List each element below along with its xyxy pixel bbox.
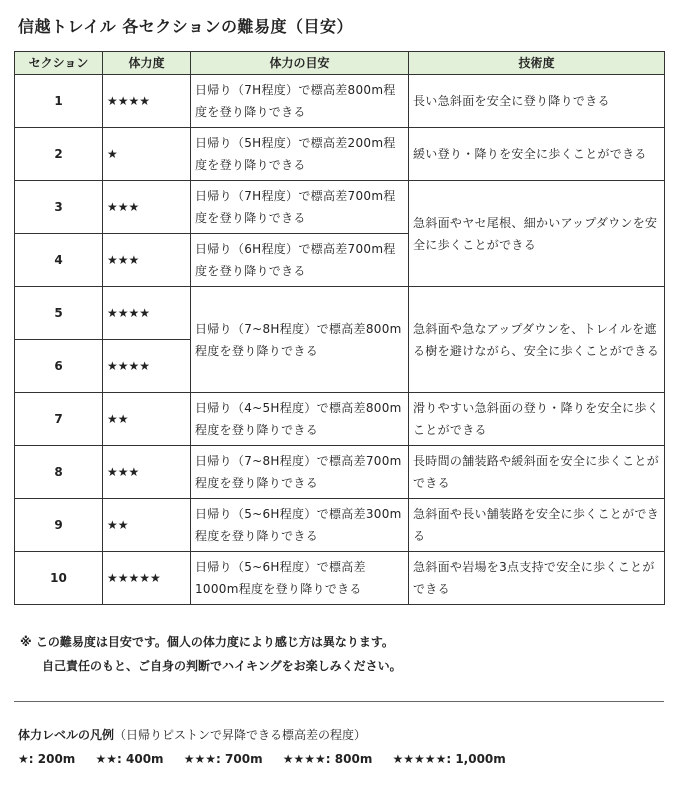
stamina-guide: 日帰り（7~8H程度）で標高差700m程度を登り降りできる [191,446,409,499]
page-title: 信越トレイル 各セクションの難易度（目安） [18,17,353,36]
stamina-stars: ★★★★ [103,75,191,128]
section-number: 2 [15,128,103,181]
skill-description: 急斜面や長い舗装路を安全に歩くことができる [409,499,665,552]
stamina-stars: ★★★★ [103,287,191,340]
disclaimer-note [20,630,402,678]
section-number: 8 [15,446,103,499]
table-row [15,446,665,499]
skill-description: 長時間の舗装路や緩斜面を安全に歩くことができる [409,446,665,499]
disclaimer-line-2: 自己責任のもと、ご自身の判断でハイキングをお楽しみください。 [42,659,402,673]
table-header-row [15,52,665,75]
difficulty-table-container [14,51,664,605]
section-number: 6 [15,340,103,393]
legend-heading [18,726,366,743]
stamina-guide: 日帰り（5~6H程度）で標高差1000m程度を登り降りできる [191,552,409,605]
stamina-guide: 日帰り（7H程度）で標高差700m程度を登り降りできる [191,181,409,234]
stamina-guide: 日帰り（4~5H程度）で標高差800m程度を登り降りできる [191,393,409,446]
section-number: 10 [15,552,103,605]
table-row [15,181,665,234]
header-stamina-guide: 体力の目安 [191,52,409,75]
stamina-stars: ★★ [103,393,191,446]
skill-description: 急斜面や急なアップダウンを、トレイルを遮る樹を避けながら、安全に歩くことができる [409,287,665,393]
stamina-guide: 日帰り（7H程度）で標高差800m程度を登り降りできる [191,75,409,128]
difficulty-table [14,51,665,605]
legend-item: ★★★★: 800m [282,752,373,766]
skill-description: 急斜面や岩場を3点支持で安全に歩くことができる [409,552,665,605]
header-skill-level: 技術度 [409,52,665,75]
legend-title: 体力レベルの凡例 [18,728,115,742]
legend-stars: ★ [18,752,29,766]
skill-description: 長い急斜面を安全に登り降りできる [409,75,665,128]
section-divider [14,701,664,702]
table-row [15,393,665,446]
stamina-guide: 日帰り（5H程度）で標高差200m程度を登り降りできる [191,128,409,181]
legend-items [18,752,522,766]
legend-item: ★★★★★: 1,000m [392,752,506,766]
section-number: 1 [15,75,103,128]
table-row [15,287,665,340]
section-number: 3 [15,181,103,234]
legend-value: 700m [225,752,263,766]
table-row [15,499,665,552]
legend-subtitle: （日帰りピストンで昇降できる標高差の程度） [114,728,367,742]
stamina-stars: ★★★★★ [103,552,191,605]
legend-item: ★★: 400m [95,752,164,766]
stamina-guide: 日帰り（6H程度）で標高差700m程度を登り降りできる [191,234,409,287]
legend-value: 1,000m [455,752,506,766]
table-row [15,75,665,128]
legend-value: 400m [126,752,164,766]
legend-stars: ★★★★ [282,752,326,766]
stamina-stars: ★★★ [103,181,191,234]
legend-item: ★: 200m [18,752,76,766]
legend-stars: ★★★★★ [392,752,447,766]
section-number: 5 [15,287,103,340]
section-number: 7 [15,393,103,446]
skill-description: 緩い登り・降りを安全に歩くことができる [409,128,665,181]
stamina-stars: ★★★★ [103,340,191,393]
legend-value: 800m [334,752,373,766]
legend-stars: ★★★ [183,752,217,766]
disclaimer-line-1: ※ この難易度は目安です。個人の体力度により感じ方は異なります。 [20,635,394,649]
stamina-stars: ★ [103,128,191,181]
stamina-guide: 日帰り（5~6H程度）で標高差300m程度を登り降りできる [191,499,409,552]
skill-description: 急斜面やヤセ尾根、細かいアップダウンを安全に歩くことができる [409,181,665,287]
skill-description: 滑りやすい急斜面の登り・降りを安全に歩くことができる [409,393,665,446]
section-number: 9 [15,499,103,552]
header-section: セクション [15,52,103,75]
section-number: 4 [15,234,103,287]
stamina-guide: 日帰り（7~8H程度）で標高差800m程度を登り降りできる [191,287,409,393]
header-stamina-level: 体力度 [103,52,191,75]
stamina-stars: ★★ [103,499,191,552]
stamina-stars: ★★★ [103,234,191,287]
table-row [15,128,665,181]
legend-value: 200m [37,752,76,766]
legend-stars: ★★ [95,752,118,766]
table-row [15,552,665,605]
legend-item: ★★★: 700m [183,752,263,766]
stamina-stars: ★★★ [103,446,191,499]
